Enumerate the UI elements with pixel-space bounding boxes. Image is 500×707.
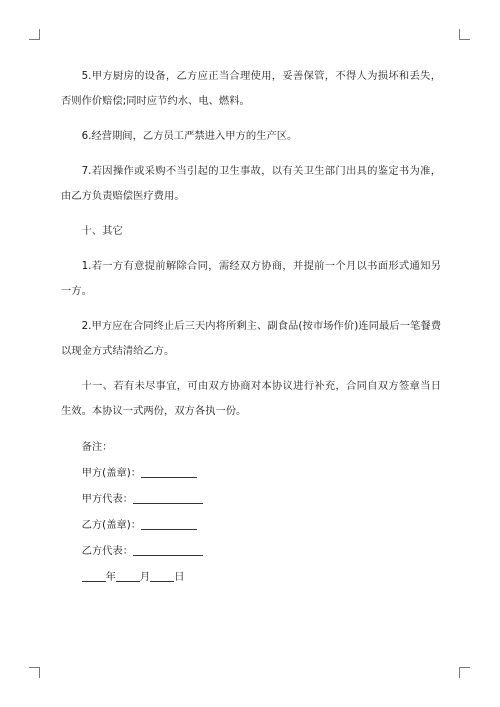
section-11: 十一、若有未尽事宜，可由双方协商对本协议进行补充，合同自双方签章当日生效。本协议一式两份，双方各执一份。	[61, 380, 441, 417]
document-body	[61, 64, 441, 590]
party-b-rep-label: 乙方代表：	[81, 545, 134, 557]
year-label: 年	[105, 571, 116, 583]
party-b-rep-line	[61, 538, 441, 564]
party-a-seal-line	[61, 460, 441, 486]
party-b-seal-label: 乙方(盖章)：	[81, 519, 142, 531]
crop-mark-bottom-left	[29, 667, 40, 678]
day-label: 日	[174, 571, 185, 583]
date-line	[61, 564, 441, 590]
party-b-seal-line	[61, 512, 441, 538]
crop-mark-bottom-right	[459, 667, 470, 678]
year-blank	[82, 568, 106, 582]
crop-mark-top-right	[459, 29, 470, 40]
month-label: 月	[139, 571, 151, 583]
month-blank	[116, 568, 140, 582]
party-a-rep-line	[61, 486, 441, 512]
clause-5: 5.甲方厨房的设备，乙方应正当合理使用，妥善保管，不得人为损坏和丢失，否则作价赔偿;同时应节约水、电、燃料。	[61, 70, 441, 107]
clause-7: 7.若因操作或采购不当引起的卫生事故，以有关卫生部门出具的鉴定书为准，由乙方负责赔偿医疗费用。	[61, 165, 441, 202]
other-clause-2: 2.甲方应在合同终止后三天内将所剩主、副食品(按市场作价)连同最后一笔餐费以现金方式结清给乙方。	[61, 320, 441, 357]
party-a-seal-blank	[141, 464, 197, 478]
clause-6: 6.经营期间，乙方员工严禁进入甲方的生产区。	[81, 130, 298, 142]
section-heading-other: 十、其它	[81, 225, 123, 237]
party-a-rep-label: 甲方代表：	[81, 493, 134, 505]
remarks-label: 备注：	[81, 441, 113, 453]
day-blank	[150, 568, 174, 582]
crop-mark-top-left	[29, 29, 40, 40]
party-b-rep-blank	[133, 542, 203, 556]
party-b-seal-blank	[141, 516, 197, 530]
other-clause-1: 1.若一方有意提前解除合同，需经双方协商，并提前一个月以书面形式通知另一方。	[61, 260, 441, 297]
party-a-seal-label: 甲方(盖章)：	[81, 467, 142, 479]
party-a-rep-blank	[133, 490, 203, 504]
